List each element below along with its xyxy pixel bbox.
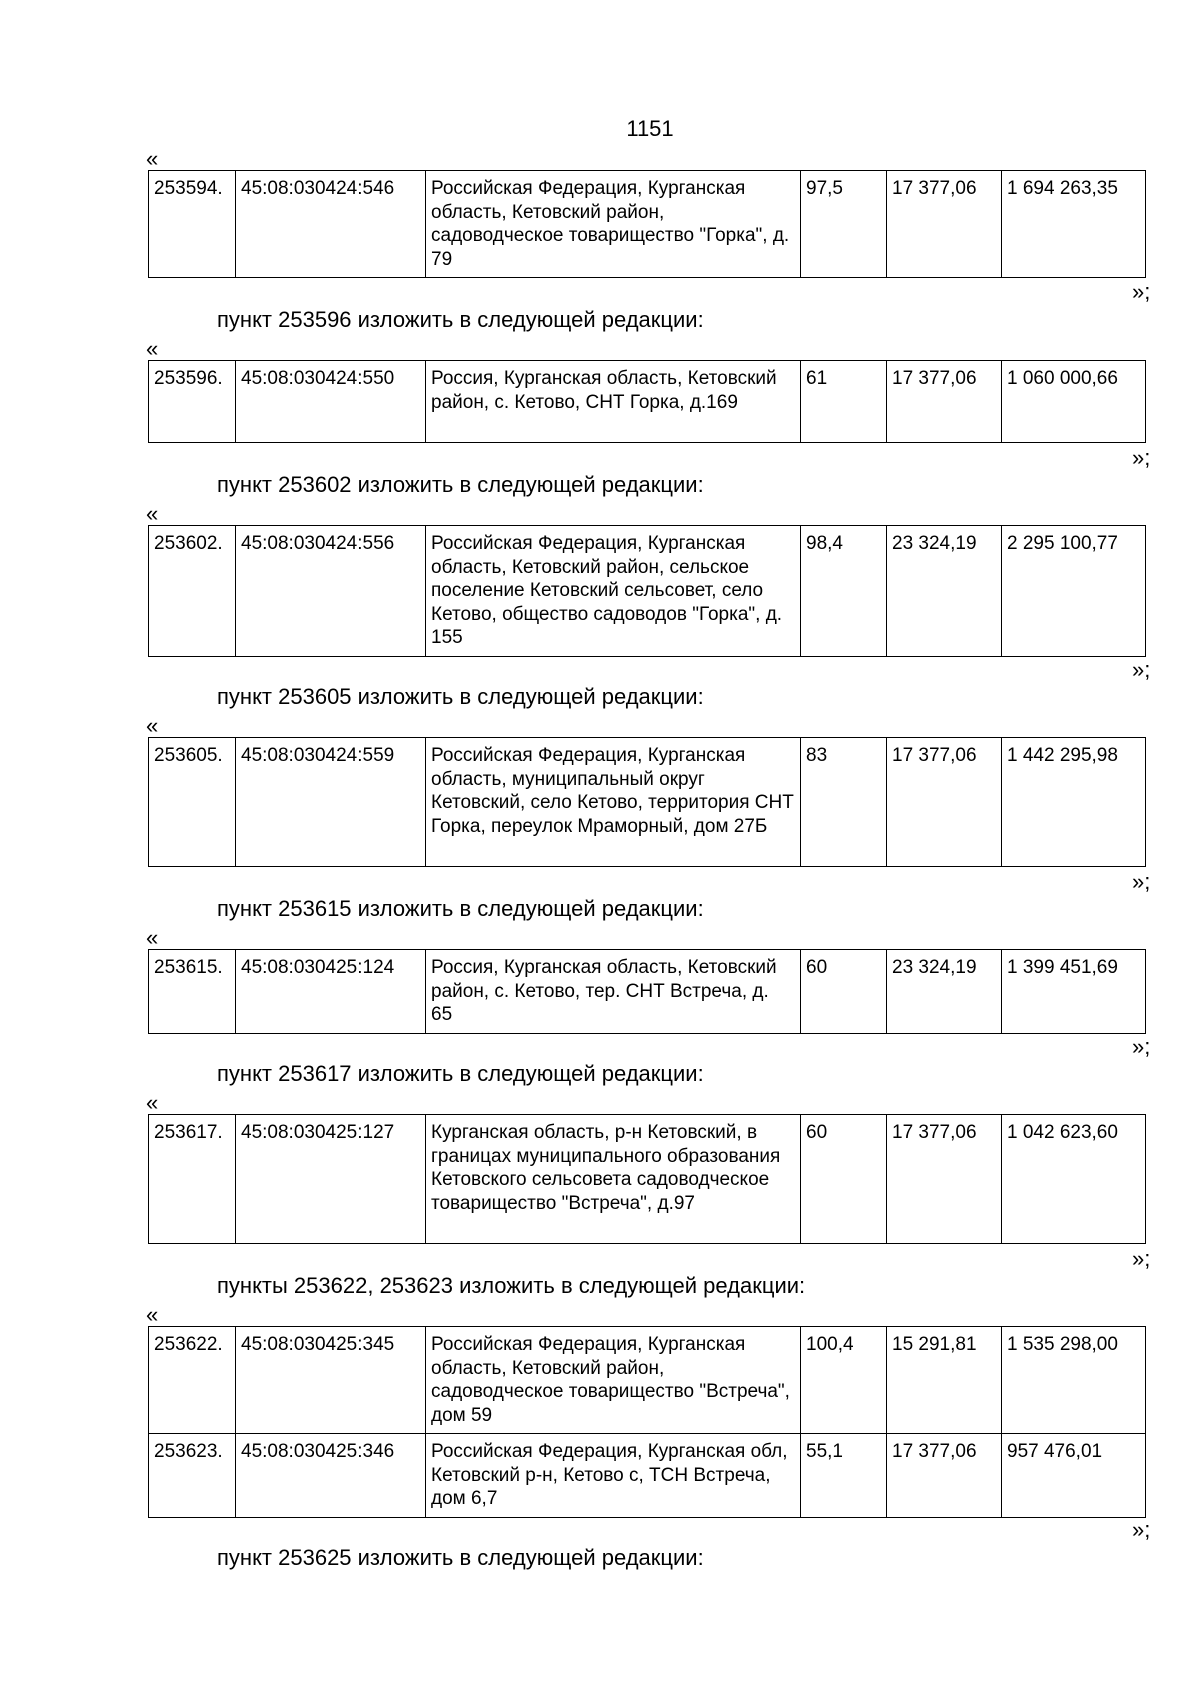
address: Российская Федерация, Курганская область, Кетовский район, садоводческое товарищество "Встреча", дом 59 bbox=[426, 1327, 801, 1434]
area: 98,4 bbox=[801, 526, 887, 657]
property-table bbox=[148, 737, 1146, 867]
cadastral-number: 45:08:030425:345 bbox=[236, 1327, 426, 1434]
property-table bbox=[148, 949, 1146, 1034]
rate: 23 324,19 bbox=[887, 950, 1002, 1034]
opening-quote: « bbox=[146, 146, 159, 171]
property-table bbox=[148, 360, 1146, 443]
cadastral-number: 45:08:030425:346 bbox=[236, 1434, 426, 1518]
section-heading: пункт 253625 изложить в следующей редакции: bbox=[217, 1545, 704, 1570]
table-row bbox=[149, 361, 1146, 443]
section-heading: пункт 253615 изложить в следующей редакции: bbox=[217, 896, 704, 921]
address: Российская Федерация, Курганская область, Кетовский район, садоводческое товарищество "Горка", д. 79 bbox=[426, 171, 801, 278]
area: 100,4 bbox=[801, 1327, 887, 1434]
rate: 17 377,06 bbox=[887, 171, 1002, 278]
address: Россия, Курганская область, Кетовский район, с. Кетово, тер. СНТ Встреча, д. 65 bbox=[426, 950, 801, 1034]
property-table bbox=[148, 1326, 1146, 1518]
property-table bbox=[148, 525, 1146, 657]
opening-quote: « bbox=[146, 925, 159, 950]
row-number: 253623. bbox=[149, 1434, 236, 1518]
row-number: 253605. bbox=[149, 738, 236, 867]
opening-quote: « bbox=[146, 1302, 159, 1327]
area: 83 bbox=[801, 738, 887, 867]
cadastral-value: 1 060 000,66 bbox=[1002, 361, 1146, 443]
opening-quote: « bbox=[146, 501, 159, 526]
address: Российская Федерация, Курганская обл, Кетовский р-н, Кетово с, ТСН Встреча, дом 6,7 bbox=[426, 1434, 801, 1518]
closing-quote: »; bbox=[1132, 1034, 1151, 1059]
closing-quote: »; bbox=[1132, 869, 1151, 894]
page-number: 1151 bbox=[626, 116, 674, 141]
opening-quote: « bbox=[146, 336, 159, 361]
rate: 17 377,06 bbox=[887, 1434, 1002, 1518]
row-number: 253594. bbox=[149, 171, 236, 278]
section-heading: пункт 253596 изложить в следующей редакции: bbox=[217, 307, 704, 332]
opening-quote: « bbox=[146, 713, 159, 738]
table-row bbox=[149, 1327, 1146, 1434]
closing-quote: »; bbox=[1132, 445, 1151, 470]
area: 55,1 bbox=[801, 1434, 887, 1518]
cadastral-value: 1 535 298,00 bbox=[1002, 1327, 1146, 1434]
table-row bbox=[149, 526, 1146, 657]
rate: 23 324,19 bbox=[887, 526, 1002, 657]
row-number: 253615. bbox=[149, 950, 236, 1034]
closing-quote: »; bbox=[1132, 1246, 1151, 1271]
table-row bbox=[149, 950, 1146, 1034]
table-row bbox=[149, 1434, 1146, 1518]
cadastral-number: 45:08:030424:559 bbox=[236, 738, 426, 867]
area: 60 bbox=[801, 950, 887, 1034]
cadastral-number: 45:08:030424:556 bbox=[236, 526, 426, 657]
row-number: 253596. bbox=[149, 361, 236, 443]
row-number: 253617. bbox=[149, 1115, 236, 1244]
property-table bbox=[148, 1114, 1146, 1244]
section-heading: пункты 253622, 253623 изложить в следующей редакции: bbox=[217, 1273, 806, 1298]
rate: 15 291,81 bbox=[887, 1327, 1002, 1434]
section-heading: пункт 253617 изложить в следующей редакции: bbox=[217, 1061, 704, 1086]
table-row bbox=[149, 738, 1146, 867]
cadastral-value: 1 694 263,35 bbox=[1002, 171, 1146, 278]
row-number: 253602. bbox=[149, 526, 236, 657]
area: 97,5 bbox=[801, 171, 887, 278]
cadastral-number: 45:08:030425:127 bbox=[236, 1115, 426, 1244]
closing-quote: »; bbox=[1132, 1517, 1151, 1542]
area: 61 bbox=[801, 361, 887, 443]
cadastral-number: 45:08:030424:550 bbox=[236, 361, 426, 443]
rate: 17 377,06 bbox=[887, 361, 1002, 443]
address: Российская Федерация, Курганская область, Кетовский район, сельское поселение Кетовский сельсовет, село Кетово, общество садоводов "Горка", д. 155 bbox=[426, 526, 801, 657]
section-heading: пункт 253602 изложить в следующей редакции: bbox=[217, 472, 704, 497]
cadastral-value: 2 295 100,77 bbox=[1002, 526, 1146, 657]
area: 60 bbox=[801, 1115, 887, 1244]
cadastral-value: 1 042 623,60 bbox=[1002, 1115, 1146, 1244]
cadastral-value: 1 399 451,69 bbox=[1002, 950, 1146, 1034]
cadastral-value: 957 476,01 bbox=[1002, 1434, 1146, 1518]
cadastral-number: 45:08:030425:124 bbox=[236, 950, 426, 1034]
rate: 17 377,06 bbox=[887, 738, 1002, 867]
closing-quote: »; bbox=[1132, 657, 1151, 682]
cadastral-value: 1 442 295,98 bbox=[1002, 738, 1146, 867]
address: Российская Федерация, Курганская область, муниципальный округ Кетовский, село Кетово, территория СНТ Горка, переулок Мраморный, дом 27Б bbox=[426, 738, 801, 867]
rate: 17 377,06 bbox=[887, 1115, 1002, 1244]
address: Россия, Курганская область, Кетовский район, с. Кетово, СНТ Горка, д.169 bbox=[426, 361, 801, 443]
address: Курганская область, р-н Кетовский, в границах муниципального образования Кетовского сельсовета садоводческое товарищество "Встреча", д.97 bbox=[426, 1115, 801, 1244]
opening-quote: « bbox=[146, 1090, 159, 1115]
section-heading: пункт 253605 изложить в следующей редакции: bbox=[217, 684, 704, 709]
row-number: 253622. bbox=[149, 1327, 236, 1434]
property-table bbox=[148, 170, 1146, 278]
cadastral-number: 45:08:030424:546 bbox=[236, 171, 426, 278]
table-row bbox=[149, 171, 1146, 278]
closing-quote: »; bbox=[1132, 279, 1151, 304]
table-row bbox=[149, 1115, 1146, 1244]
